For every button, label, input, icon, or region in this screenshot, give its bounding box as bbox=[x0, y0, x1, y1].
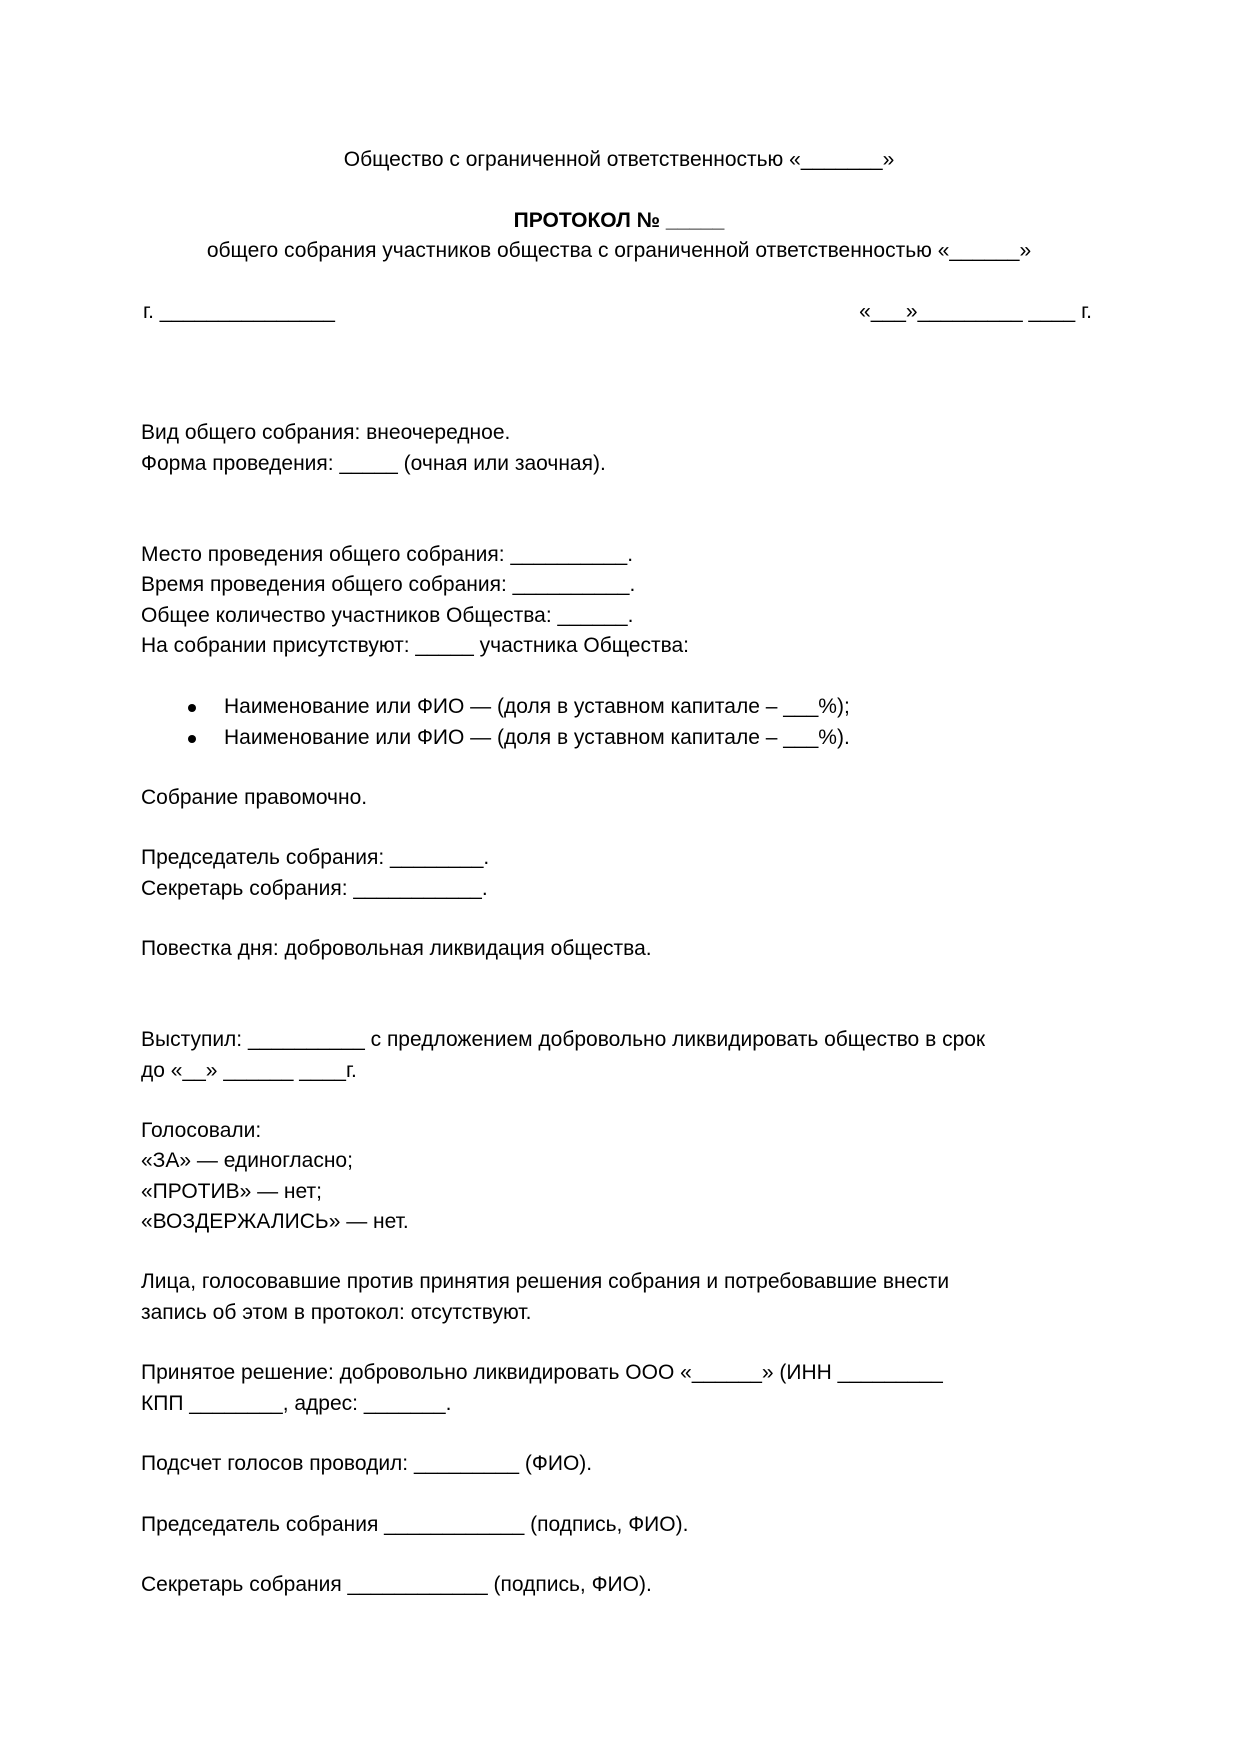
objections-line-1: Лица, голосовавшие против принятия решения собрания и потребовавшие внести bbox=[141, 1270, 950, 1293]
vote-counter-signature: Подсчет голосов проводил: _________ (ФИО). bbox=[141, 1452, 593, 1475]
vote-for: «ЗА» — единогласно; bbox=[141, 1149, 353, 1172]
chairman-signature: Председатель собрания ____________ (подпись, ФИО). bbox=[141, 1513, 689, 1536]
meeting-form: Форма проведения: _____ (очная или заочная). bbox=[141, 452, 606, 475]
company-line: Общество с ограниченной ответственностью «_______» bbox=[343, 148, 895, 171]
chairman-line: Председатель собрания: ________. bbox=[141, 846, 490, 869]
vote-abstained: «ВОЗДЕРЖАЛИСЬ» — нет. bbox=[141, 1210, 409, 1233]
objections-line-2: запись об этом в протокол: отсутствуют. bbox=[141, 1301, 532, 1324]
bullet-icon bbox=[188, 704, 196, 712]
total-participants: Общее количество участников Общества: ______. bbox=[141, 604, 634, 627]
bullet-icon bbox=[188, 735, 196, 743]
speech-line-1: Выступил: __________ с предложением добровольно ликвидировать общество в срок bbox=[141, 1028, 986, 1051]
city-field: г. _______________ bbox=[143, 300, 335, 323]
meeting-place: Место проведения общего собрания: __________. bbox=[141, 543, 634, 566]
participant-entry: Наименование или ФИО — (доля в уставном капитале – ___%); bbox=[224, 695, 850, 718]
participant-entry: Наименование или ФИО — (доля в уставном капитале – ___%). bbox=[224, 726, 850, 749]
agenda: Повестка дня: добровольная ликвидация общества. bbox=[141, 937, 652, 960]
meeting-time: Время проведения общего собрания: __________. bbox=[141, 573, 636, 596]
secretary-line: Секретарь собрания: ___________. bbox=[141, 877, 488, 900]
present-participants: На собрании присутствуют: _____ участника Общества: bbox=[141, 634, 690, 657]
document-subtitle: общего собрания участников общества с ограниченной ответственностью «______» bbox=[206, 239, 1032, 262]
secretary-signature: Секретарь собрания ____________ (подпись, ФИО). bbox=[141, 1573, 652, 1596]
date-field: «___»_________ ____ г. bbox=[859, 300, 1092, 323]
quorum-statement: Собрание правомочно. bbox=[141, 786, 368, 809]
document-title: ПРОТОКОЛ № _____ bbox=[513, 209, 725, 232]
voting-heading: Голосовали: bbox=[141, 1119, 262, 1142]
decision-line-2: КПП ________, адрес: _______. bbox=[141, 1392, 452, 1415]
decision-line-1: Принятое решение: добровольно ликвидировать ООО «______» (ИНН _________ bbox=[141, 1361, 943, 1384]
meeting-type: Вид общего собрания: внеочередное. bbox=[141, 421, 511, 444]
vote-against: «ПРОТИВ» — нет; bbox=[141, 1180, 322, 1203]
speech-line-2: до «__» ______ ____г. bbox=[141, 1059, 357, 1082]
